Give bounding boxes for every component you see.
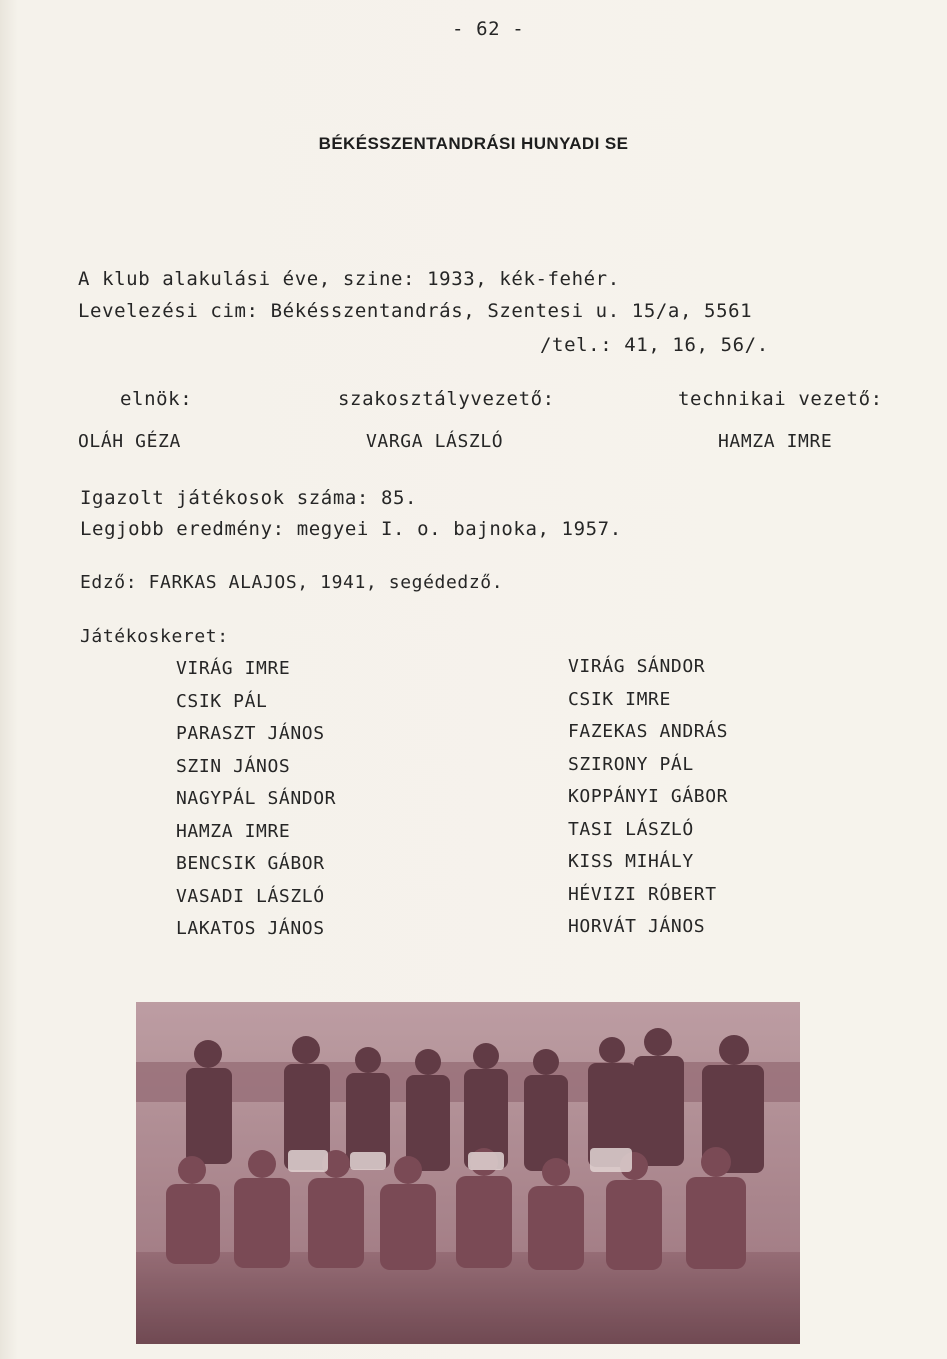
technical-leader-label: technikai vezető: bbox=[678, 388, 883, 410]
squad-player-name: VIRÁG IMRE bbox=[176, 658, 291, 679]
squad-player-name: TASI LÁSZLÓ bbox=[568, 818, 694, 840]
squad-player-name: VASADI LÁSZLÓ bbox=[176, 885, 325, 907]
squad-player-name: KISS MIHÁLY bbox=[568, 851, 694, 872]
club-address-line: Levelezési cim: Békésszentandrás, Szentesi u. 15/a, 5561 bbox=[78, 300, 753, 322]
squad-player-name: PARASZT JÁNOS bbox=[176, 723, 325, 744]
squad-player-name: KOPPÁNYI GÁBOR bbox=[568, 786, 729, 807]
squad-player-name: CSIK PÁL bbox=[176, 690, 268, 712]
president-label: elnök: bbox=[120, 388, 193, 410]
best-result-line: Legjobb eredmény: megyei I. o. bajnoka, 1957. bbox=[80, 518, 622, 540]
registered-players-line: Igazolt játékosok száma: 85. bbox=[80, 487, 418, 509]
squad-player-name: FAZEKAS ANDRÁS bbox=[568, 721, 729, 742]
coach-line: Edző: FARKAS ALAJOS, 1941, segédedző. bbox=[80, 572, 504, 593]
squad-player-name: HAMZA IMRE bbox=[176, 820, 291, 842]
team-photo bbox=[136, 1002, 800, 1344]
page-number: - 62 - bbox=[452, 18, 525, 40]
squad-player-name: BENCSIK GÁBOR bbox=[176, 853, 325, 874]
club-founded-line: A klub alakulási éve, szine: 1933, kék-fehér. bbox=[78, 268, 620, 290]
squad-player-name: VIRÁG SÁNDOR bbox=[568, 656, 706, 677]
section-head-label: szakosztályvezető: bbox=[338, 388, 555, 410]
club-phone-line: /tel.: 41, 16, 56/. bbox=[540, 334, 769, 356]
section-head-name: VARGA LÁSZLÓ bbox=[366, 431, 504, 452]
technical-leader-name: HAMZA IMRE bbox=[718, 431, 833, 452]
page-title: BÉKÉSSZENTANDRÁSI HUNYADI SE bbox=[318, 134, 629, 153]
squad-player-name: LAKATOS JÁNOS bbox=[176, 918, 325, 939]
president-name: OLÁH GÉZA bbox=[78, 431, 181, 452]
squad-player-name: SZIRONY PÁL bbox=[568, 753, 694, 775]
squad-player-name: NAGYPÁL SÁNDOR bbox=[176, 788, 337, 809]
squad-right-column bbox=[568, 656, 728, 949]
squad-player-name: SZIN JÁNOS bbox=[176, 755, 291, 777]
squad-player-name: CSIK IMRE bbox=[568, 688, 671, 710]
squad-player-name: HORVÁT JÁNOS bbox=[568, 916, 706, 937]
squad-label: Játékoskeret: bbox=[80, 626, 229, 647]
squad-player-name: HÉVIZI RÓBERT bbox=[568, 883, 717, 905]
squad-left-column bbox=[176, 658, 336, 951]
team-photo-illustration bbox=[136, 1002, 800, 1344]
